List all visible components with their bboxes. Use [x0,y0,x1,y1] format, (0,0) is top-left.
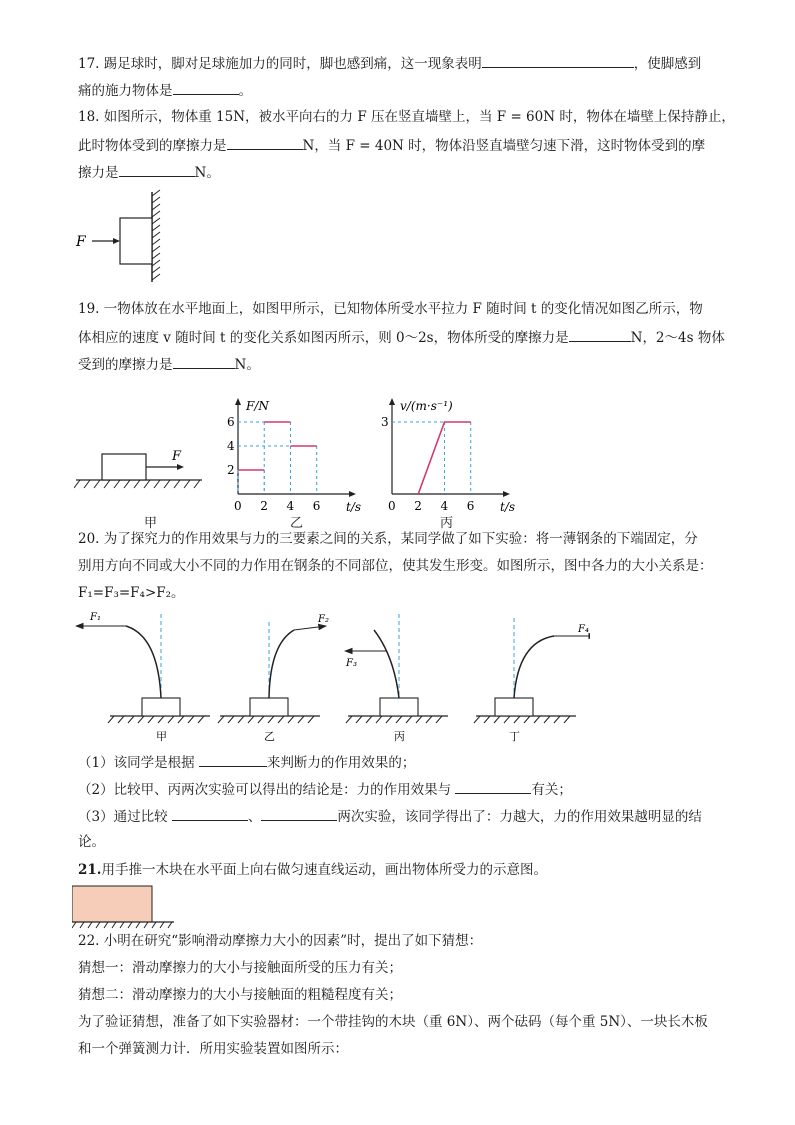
answer-blank[interactable] [173,354,235,369]
answer-blank[interactable] [227,135,303,150]
figure-ding [474,618,590,723]
answer-blank[interactable] [119,162,195,177]
force-label-f4: F₄ [578,624,589,635]
force-label-f2: F₂ [318,614,329,625]
force-label-f3: F₃ [346,658,357,669]
q17-line2: 痛的施力物体是 。 [78,80,252,100]
q20-steel-strip-figures [70,606,590,746]
answer-blank[interactable] [569,327,631,342]
x-axis-label: t/s [500,500,516,512]
y-axis-label: v/(m·s⁻¹) [400,399,453,413]
q18-line2: 此时物体受到的摩擦力是 N，当 F = 40N 时，物体沿竖直墙壁匀速下滑，这时物体受到的摩 [78,135,705,155]
answer-blank[interactable] [455,779,531,794]
x-axis-arrow [349,491,356,497]
figure-yi [218,614,329,723]
q20-sub2: （2）比较甲、丙两次实验可以得出的结论是：力的作用效果与 有关； [78,779,572,799]
y-tick-label: 2 [227,463,235,477]
caption-bing: 丙 [394,730,405,743]
answer-blank[interactable] [261,806,337,821]
caption-yi: 乙 [264,730,275,743]
q19-fig-jia [74,440,204,500]
y-axis-arrow [235,398,241,405]
q20-line1: 20. 为了探究力的作用效果与力的三要素之间的关系，某同学做了如下实验：将一薄钢条的下端固定，分 [78,531,698,547]
chart-f-t [224,394,374,512]
q19-line3: 受到的摩擦力是 N。 [78,354,260,374]
answer-blank[interactable] [173,80,239,95]
force-label: F [76,234,86,250]
q20-line3: F₁=F₃=F₄>F₂。 [78,585,185,601]
x-tick-label: 6 [312,499,321,512]
y-axis-arrow [389,398,395,405]
caption-ding: 丁 [509,730,520,743]
q18-line1: 18. 如图所示，物体重 15N，被水平向右的力 F 压在竖直墙壁上，当 F = 60N 时，物体在墙壁上保持静止， [78,109,735,125]
q21-line: 21.用手推一木块在水平面上向右做匀速直线运动，画出物体所受力的示意图。 [78,862,547,878]
x-tick-label: 4 [286,499,295,512]
q19-line2: 体相应的速度 v 随时间 t 的变化关系如图丙所示，则 0～2s，物体所受的摩擦力是 N，2～4s 物体 [78,327,725,347]
caption-jia: 甲 [156,730,167,743]
q20-line2: 别用方向不同或大小不同的力作用在钢条的不同部位，使其发生形变。如图所示，图中各力的大小关系是： [78,558,713,574]
force-label: F [172,449,182,464]
answer-blank[interactable] [199,752,267,767]
x-tick-label: 0 [234,499,242,512]
object-block [120,218,152,264]
answer-blank[interactable] [482,53,634,68]
figure-bing [345,614,448,723]
figure-jia [76,612,210,723]
q21-figure [72,884,182,930]
chart-v-t [378,394,528,512]
x-tick-label: 6 [466,499,475,512]
object-block [102,454,146,480]
x-tick-label: 0 [388,499,396,512]
q22-line2: 猜想一：滑动摩擦力的大小与接触面所受的压力有关； [78,960,402,976]
q22-line4: 为了验证猜想，准备了如下实验器材：一个带挂钩的木块（重 6N）、两个砝码（每个重 5N）、一块长木板 [78,1014,708,1030]
x-tick-label: 4 [440,499,449,512]
q20-sub3-cont: 论。 [78,834,105,850]
q19-line1: 19. 一物体放在水平地面上，如图甲所示，已知物体所受水平拉力 F 随时间 t 的变化情况如图乙所示，物 [78,301,703,317]
x-axis-label: t/s [346,500,362,512]
q22-line3: 猜想二：滑动摩擦力的大小与接触面的粗糙程度有关； [78,987,402,1003]
y-tick-label: 4 [227,439,235,453]
wooden-block[interactable] [72,886,152,922]
y-tick-label: 6 [227,415,235,429]
x-axis-arrow [503,491,510,497]
q22-line5: 和一个弹簧测力计．所用实验装置如图所示： [78,1041,348,1057]
q22-line1: 22. 小明在研究“影响滑动摩擦力大小的因素”时，提出了如下猜想： [78,933,483,949]
x-tick-label: 2 [414,499,422,512]
y-axis-label: F/N [246,399,269,413]
y-tick-label: 3 [381,415,389,429]
caption-yi: 乙 [290,516,304,531]
q18-wall-figure [70,186,180,286]
q20-sub3: （3）通过比较 、 两次实验，该同学得出了：力越大，力的作用效果越明显的结 [78,806,702,826]
wall-hatching [152,190,160,280]
caption-jia: 甲 [144,516,158,531]
caption-bing: 丙 [440,516,454,531]
answer-blank[interactable] [172,806,248,821]
q18-line3: 擦力是 N。 [78,162,220,182]
force-label-f1: F₁ [90,612,101,623]
q17-line1: 17. 踢足球时，脚对足球施加力的同时，脚也感到痛，这一现象表明 ，使脚感到 [78,53,701,73]
q20-sub1: （1）该同学是根据 来判断力的作用效果的； [78,752,415,772]
x-tick-label: 2 [260,499,268,512]
